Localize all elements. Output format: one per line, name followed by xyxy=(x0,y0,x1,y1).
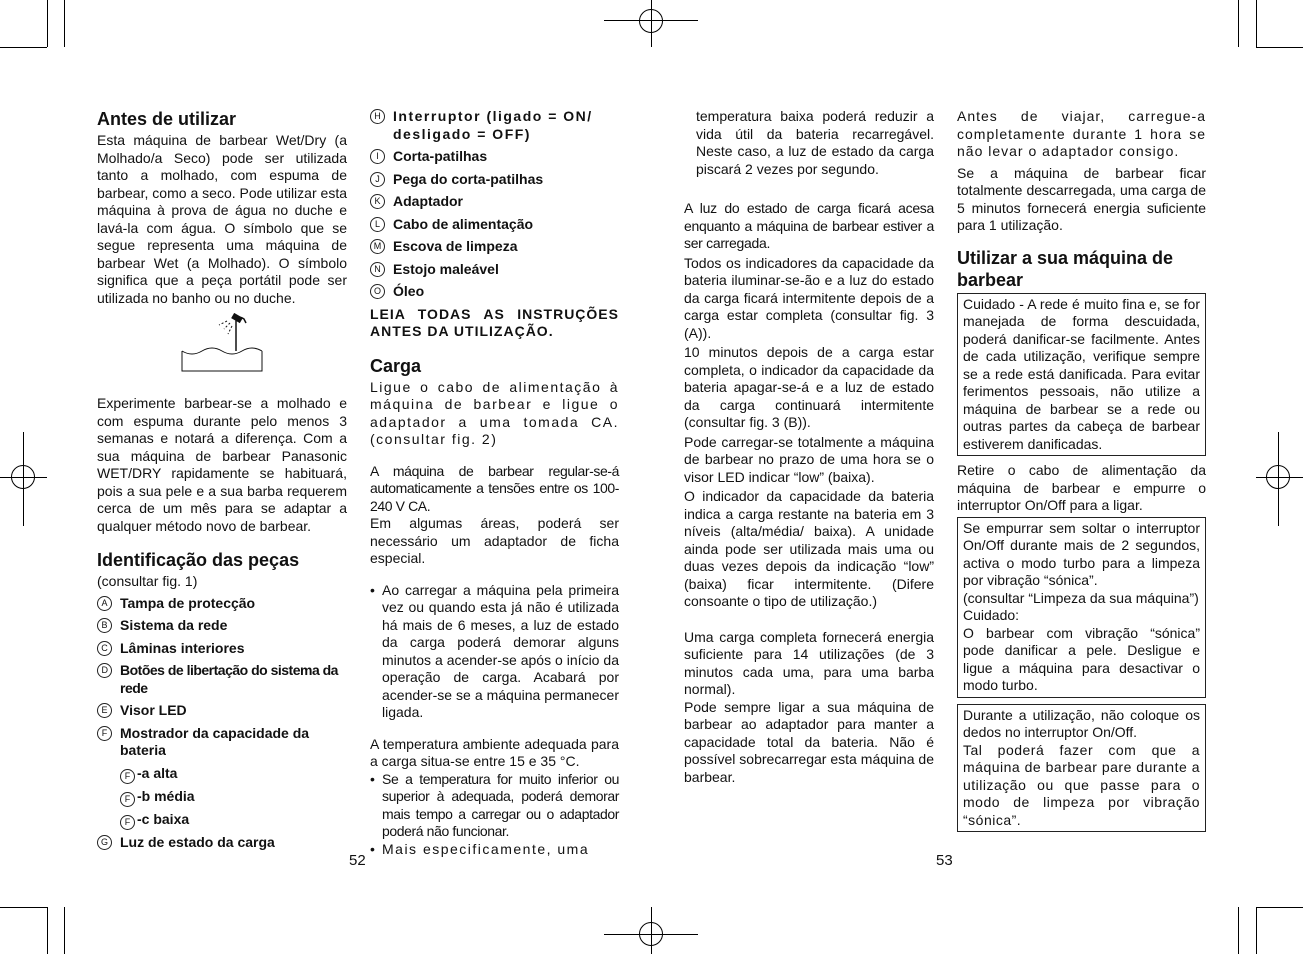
part-subitem: F -c baixa xyxy=(97,811,347,829)
shower-bath-icon xyxy=(178,313,268,378)
circled-letter-icon: F xyxy=(120,792,135,807)
caution-box-foil xyxy=(957,293,1206,457)
turbo-caution-label: Cuidado: xyxy=(963,607,1020,623)
part-item: C Lâminas interiores xyxy=(97,640,347,658)
part-item: B Sistema da rede xyxy=(97,617,347,635)
circled-letter-icon: H xyxy=(370,109,385,124)
heading-carga: Carga xyxy=(370,355,422,376)
circled-letter-icon: C xyxy=(97,641,112,656)
part-item: H Interruptor (ligado = ON/ desligado = OFF) xyxy=(370,108,619,143)
switch-usage-box xyxy=(957,704,1206,833)
adapter-paragraph: Pode sempre ligar a sua máquina de barbear ao adaptador para manter a capacidade total da bateria. Não é possível sobrecarregar esta máquina de barbear. xyxy=(684,698,934,785)
part-item: G Luz de estado da carga xyxy=(97,834,347,852)
carga-paragraph-1: Ligue o cabo de alimentação à máquina de barbear e ligue o adaptador a uma tomada CA. (consultar fig. 2) xyxy=(370,378,619,447)
fig-reference: (consultar fig. 1) xyxy=(97,573,198,589)
circled-letter-icon: F xyxy=(120,769,135,784)
column-4 xyxy=(957,108,1206,838)
intro-paragraph: Esta máquina de barbear Wet/Dry (a Molhado/a Seco) pode ser utilizada tanto a molhado, com espuma de barbear, como a seco. Pode utilizar esta máquina à prova de água no duche e lavá-la com água. O símbolo que se segue representa uma máquina de barbear Wet (a Molhado). O símbolo significa que a peça portátil pode ser utilizada no banho ou no duche. xyxy=(97,132,347,306)
turbo-mode-box xyxy=(957,517,1206,698)
circled-letter-icon: N xyxy=(370,262,385,277)
column-3 xyxy=(684,108,934,786)
part-item: N Estojo maleável xyxy=(370,261,619,279)
parts-list-continued xyxy=(370,108,619,301)
carga-paragraph-2: A máquina de barbear regular-se-á automaticamente a tensões entre os 100-240 V CA. xyxy=(370,462,619,514)
part-item: J Pega do corta-patilhas xyxy=(370,171,619,189)
page-number-right: 53 xyxy=(936,852,953,869)
continued-paragraph: temperatura baixa poderá reduzir a vida útil da bateria recarregável. Neste caso, a luz de estado da carga piscará 2 vezes por segundo. xyxy=(696,108,934,177)
circled-letter-icon: G xyxy=(97,835,112,850)
part-item: K Adaptador xyxy=(370,193,619,211)
read-instructions-warning: LEIA TODAS AS INSTRUÇÕES ANTES DA UTILIZAÇÃO. xyxy=(370,305,619,339)
capacity-indicator-paragraph: O indicador da capacidade da bateria indica a carga restante na bateria em 3 níveis (alta/média/ baixa). A unidade ainda pode ser utilizada mais uma ou duas vezes depois da indicação “low” (baixa) ficar intermitente. (Difere consoante o tipo de utilização.) xyxy=(684,488,934,609)
circled-letter-icon: K xyxy=(370,194,385,209)
part-subitem: F -b média xyxy=(97,788,347,806)
circled-letter-icon: D xyxy=(97,663,112,678)
part-item: I Corta-patilhas xyxy=(370,148,619,166)
indicators-paragraph: Todos os indicadores da capacidade da bateria iluminar-se-ão e a luz do estado da carga ficará intermitente depois de a carga estar completa (consultar fig. 3 (A)). xyxy=(684,254,934,341)
part-item: M Escova de limpeza xyxy=(370,238,619,256)
circled-letter-icon: L xyxy=(370,217,385,232)
carga-paragraph-3: Em algumas áreas, poderá ser necessário um adaptador de ficha especial. xyxy=(370,515,619,566)
page-number-left: 52 xyxy=(349,852,366,869)
turbo-mode-reference: (consultar “Limpeza da sua máquina”) xyxy=(963,589,1199,606)
part-item: D Botões de libertação do sistema da rede xyxy=(97,662,347,697)
column-1 xyxy=(97,108,347,856)
circled-letter-icon: B xyxy=(97,618,112,633)
circled-letter-icon: F xyxy=(120,815,135,830)
part-subitem: F -a alta xyxy=(97,765,347,783)
part-item: A Tampa de protecção xyxy=(97,595,347,613)
circled-letter-icon: J xyxy=(370,172,385,187)
bullet-first-charge: • Ao carregar a máquina pela primeira vez ou quando esta já não é utilizada há mais de 6 meses, a luz de estado da carga poderá demorar alguns minutos a acender-se após o início da operação de carga. Acabará por acender-se se a máquina permanecer ligada. xyxy=(370,581,619,720)
temperature-paragraph: A temperatura ambiente adequada para a carga situa-se entre 15 e 35 °C. xyxy=(370,735,619,769)
bullet-specifically: • Mais especificamente, uma xyxy=(370,840,590,857)
turbo-caution-text: O barbear com vibração “sónica” pode danificar a pele. Desligue e ligue a máquina para desactivar o modo turbo. xyxy=(963,624,1200,693)
column-2 xyxy=(370,108,619,858)
heading-identificacao: Identificação das peças xyxy=(97,550,300,570)
parts-list xyxy=(97,595,347,852)
part-item: F Mostrador da capacidade da bateria xyxy=(97,725,347,760)
discharged-paragraph: Se a máquina de barbear ficar totalmente descarregada, uma carga de 5 minutos fornecerá energia suficiente para 1 utilização. xyxy=(957,164,1206,233)
part-item: O Óleo xyxy=(370,283,619,301)
full-charge-paragraph: Pode carregar-se totalmente a máquina de barbear no prazo de uma hora se o visor LED indicar “low” (baixa). xyxy=(684,433,934,485)
circled-letter-icon: O xyxy=(370,284,385,299)
heading-utilizar: Utilizar a sua máquina de barbear xyxy=(957,247,1174,290)
caution-foil-text: Cuidado - A rede é muito fina e, se for manejada de forma descuidada, poderá danificar-se facilmente. Antes de cada utilização, verifique sempre se a rede está danificada. Para evitar ferimentos pessoais, não utilize a máquina de barbear se a rede ou outras partes da cabeça de barbear estiverem danificadas. xyxy=(963,295,1200,452)
part-item: E Visor LED xyxy=(97,702,347,720)
full-charge-energy-paragraph: Uma carga completa fornecerá energia suficiente para 14 utilizações (de 3 minutos cada uma, para uma barba normal). xyxy=(684,628,934,697)
bullet-temperature: • Se a temperatura for muito inferior ou superior à adequada, poderá demorar mais tempo a carregar ou o adaptador poderá não funcionar. xyxy=(370,770,619,839)
circled-letter-icon: F xyxy=(97,726,112,741)
circled-letter-icon: I xyxy=(370,149,385,164)
ten-minutes-paragraph: 10 minutos depois de a carga estar completa, o indicador da capacidade da bateria apagar-se-á e a luz de estado da carga continuará intermitente (consultar fig. 3 (B)). xyxy=(684,344,934,430)
turbo-mode-text: Se empurrar sem soltar o interruptor On/Off durante mais de 2 segundos, activa o modo turbo para a limpeza por vibração “sónica”. xyxy=(963,519,1200,588)
tip-paragraph: Experimente barbear-se a molhado e com espuma durante pelo menos 3 semanas e notará a diferença. Com a sua máquina de barbear Panasonic WET/DRY rapidamente se habituará, pois a sua pele e a sua barba requerem cerca de um mês para se adaptar a qualquer método novo de barbear. xyxy=(97,395,347,534)
remove-cord-paragraph: Retire o cabo de alimentação da máquina de barbear e empurre o interruptor On/Off para a ligar. xyxy=(957,462,1206,513)
circled-letter-icon: E xyxy=(97,703,112,718)
part-item: L Cabo de alimentação xyxy=(370,216,619,234)
heading-antes-de-utilizar: Antes de utilizar xyxy=(97,109,237,129)
circled-letter-icon: M xyxy=(370,239,385,254)
charge-light-paragraph: A luz do estado de carga ficará acesa enquanto a máquina de barbear estiver a ser carregada. xyxy=(684,200,934,251)
circled-letter-icon: A xyxy=(97,596,112,611)
travel-paragraph: Antes de viajar, carregue-a completamente durante 1 hora se não levar o adaptador consigo. xyxy=(957,108,1206,159)
switch-usage-warning: Tal poderá fazer com que a máquina de barbear pare durante a utilização ou que passe para o modo de limpeza por vibração “sónica”. xyxy=(963,741,1200,828)
switch-usage-text: Durante a utilização, não coloque os dedos no interruptor On/Off. xyxy=(963,706,1200,740)
